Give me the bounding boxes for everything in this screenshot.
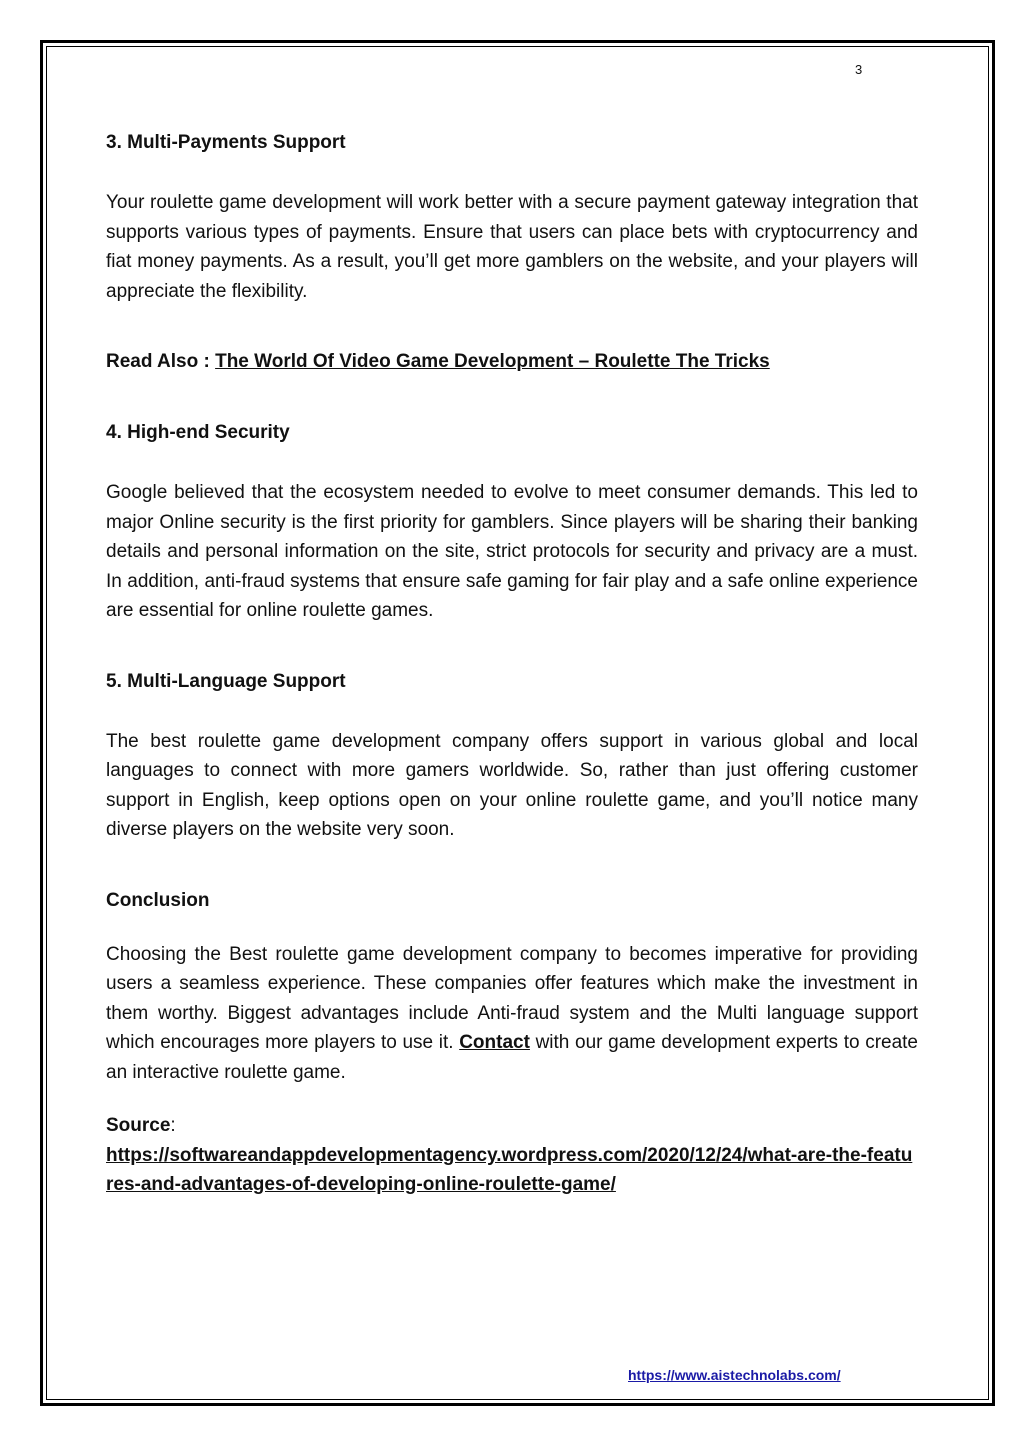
source-colon: : — [170, 1115, 176, 1136]
conclusion-text-before: Choosing the Best roulette game development company to becomes imperative for providing users a seamless experience. These companies offer features which make the investment in them worthy. Biggest advantages include Anti-fraud system and the Multi language support which encourages more players to use it. — [106, 943, 918, 1053]
source-label-line — [106, 1111, 918, 1141]
contact-link[interactable]: Contact — [459, 1032, 530, 1053]
source-label: Source — [106, 1115, 171, 1136]
document-content — [106, 128, 918, 1199]
read-also-link[interactable]: The World Of Video Game Development – Roulette The Tricks — [215, 351, 770, 372]
section-heading-payments: 3. Multi-Payments Support — [106, 132, 346, 153]
section-body-language: The best roulette game development company offers support in various global and local languages to connect with more gamers worldwide. So, rather than just offering customer support in English, keep options open on your online roulette game, and you’ll notice many diverse players on the website very soon. — [106, 730, 918, 840]
section-heading-language: 5. Multi-Language Support — [106, 670, 346, 692]
source-link[interactable]: https://softwareandappdevelopmentagency.wordpress.com/2020/12/24/what-are-the-features-and-advantages-of-developing-online-roulette-game/ — [106, 1145, 913, 1195]
footer-website-link[interactable]: https://www.aistechnolabs.com/ — [628, 1367, 841, 1383]
page-number: 3 — [855, 62, 863, 77]
read-also-label: Read Also : — [106, 351, 216, 372]
conclusion-text-after: with our game development experts to create an interactive roulette game. — [106, 1032, 918, 1083]
section-heading-security: 4. High-end Security — [106, 422, 290, 443]
conclusion-body — [106, 940, 918, 1088]
section-body-payments: Your roulette game development will work better with a secure payment gateway integration that supports various types of payments. Ensure that users can place bets with cryptocurrency and fiat money payments. As a result, you’ll get more gamblers on the website, and your players will appreciate the flexibility. — [106, 192, 918, 302]
conclusion-heading: Conclusion — [106, 889, 210, 911]
read-also-line — [106, 347, 918, 377]
section-body-security: Google believed that the ecosystem needed to evolve to meet consumer demands. This led to major Online security is the first priority for gamblers. Since players will be sharing their banking details and personal information on the site, strict protocols for security and privacy are a must. In addition, anti-fraud systems that ensure safe gaming for fair play and a safe online experience are essential for online roulette games. — [106, 482, 918, 621]
